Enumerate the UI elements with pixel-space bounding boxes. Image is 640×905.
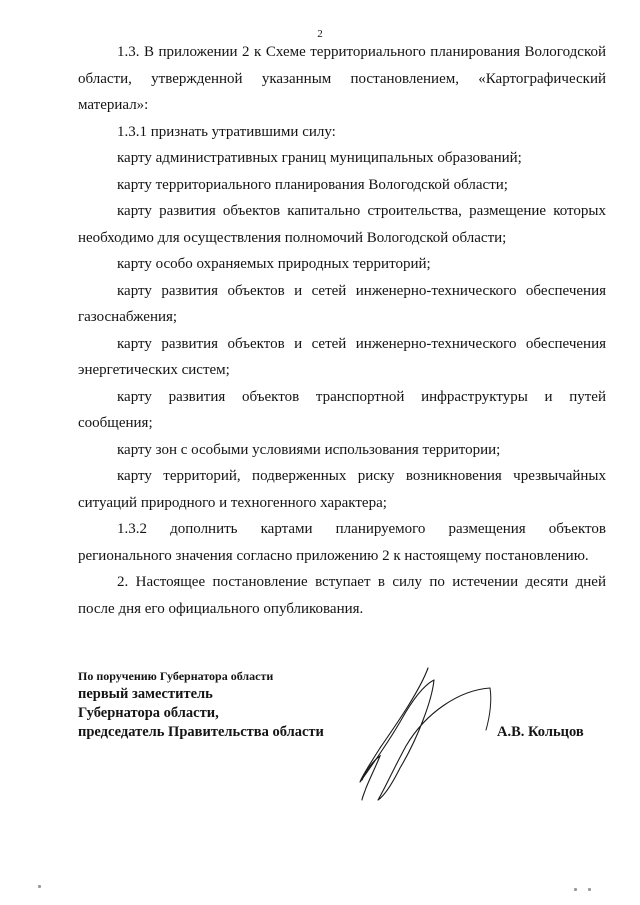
list-item: карту развития объектов транспортной инфраструктуры и путей сообщения; — [78, 388, 606, 431]
scan-mark — [588, 888, 591, 891]
handwritten-signature — [340, 660, 510, 805]
paragraph-1-3-2: 1.3.2 дополнить картами планируемого размещения объектов регионального значения согласно приложению 2 к настоящему постановлению. — [78, 521, 606, 564]
signatory-title — [78, 668, 378, 742]
signatory-line-2: первый заместитель — [78, 686, 213, 702]
signatory-line-1: По поручению Губернатора области — [78, 669, 274, 683]
list-item: карту особо охраняемых природных территорий; — [117, 256, 431, 272]
scan-mark — [38, 885, 41, 888]
paragraph-1-3: 1.3. В приложении 2 к Схеме территориального планирования Вологодской области, утвержденной указанным постановлением, «Картографический материал»: — [78, 44, 606, 113]
signatory-line-3: Губернатора области, — [78, 705, 219, 721]
list-item: карту развития объектов и сетей инженерно-технического обеспечения газоснабжения; — [78, 282, 606, 325]
signatory-line-4: председатель Правительства области — [78, 724, 324, 740]
list-item: карту развития объектов капитально строительства, размещение которых необходимо для осуществления полномочий Вологодской области; — [78, 203, 606, 246]
list-item: карту административных границ муниципальных образований; — [117, 150, 522, 166]
paragraph-1-3-1: 1.3.1 признать утратившими силу: — [117, 123, 336, 140]
page-number: 2 — [317, 28, 323, 40]
list-item: карту зон с особыми условиями использования территории; — [117, 441, 501, 458]
document-body — [78, 39, 606, 622]
list-item: карту территориального планирования Вологодской области; — [117, 176, 508, 193]
paragraph-2: 2. Настоящее постановление вступает в силу по истечении десяти дней после дня его официального опубликования. — [78, 574, 606, 617]
list-item: карту развития объектов и сетей инженерно-технического обеспечения энергетических систем; — [78, 335, 606, 378]
signer-name: А.В. Кольцов — [497, 724, 584, 740]
scan-mark — [574, 888, 577, 891]
list-item: карту территорий, подверженных риску возникновения чрезвычайных ситуаций природного и техногенного характера; — [78, 468, 606, 511]
